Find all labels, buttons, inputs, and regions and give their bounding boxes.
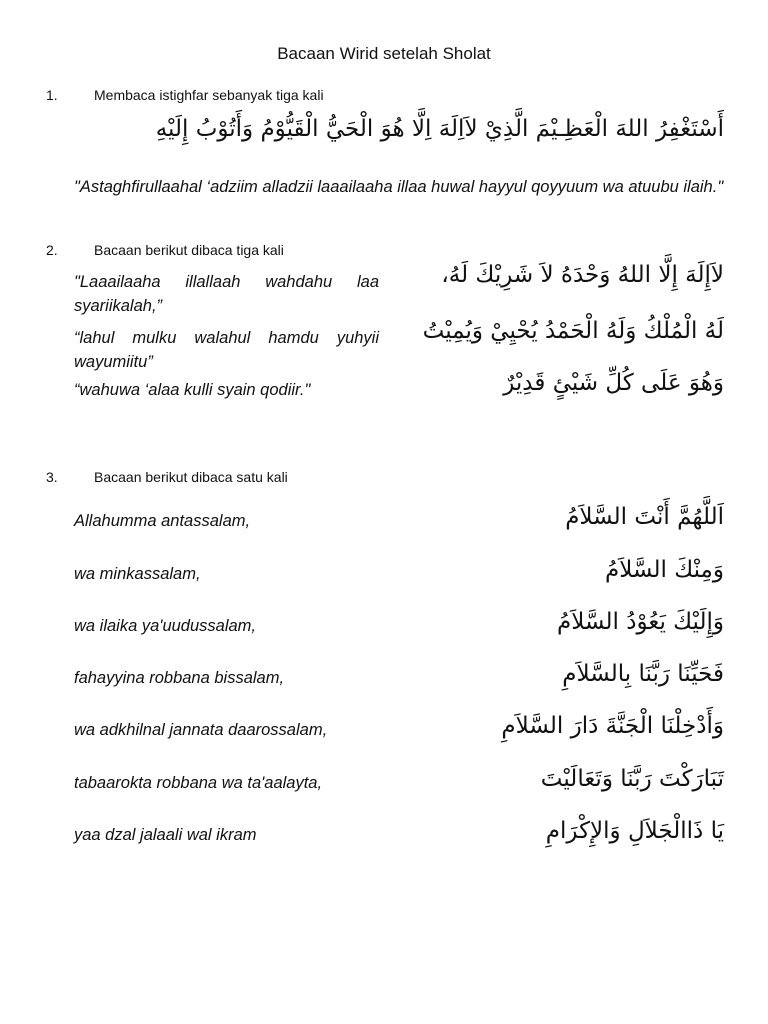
section-3-line-1-latin: Allahumma antassalam, <box>74 512 251 530</box>
section-2-line-3-latin: “wahuwa ‘alaa kulli syain qodiir." <box>74 381 311 399</box>
section-2-line-2-latin: “lahul mulku walahul hamdu yuhyii wayumiitu” <box>74 329 379 371</box>
section-3-line-1-arabic: اَللَّهُمَّ أَنْتَ السَّلاَمُ <box>565 504 724 530</box>
section-1-heading: Membaca istighfar sebanyak tiga kali <box>94 87 324 103</box>
section-3-line-5-arabic: وَأَدْخِلْنَا الْجَنَّةَ دَارَ السَّلاَمِ <box>501 713 724 739</box>
section-2-heading: Bacaan berikut dibaca tiga kali <box>94 242 284 258</box>
section-3-line-6-arabic: تَبَارَكْتَ رَبَّنَا وَتَعَالَيْتَ <box>540 766 724 792</box>
section-3-line-2-arabic: وَمِنْكَ السَّلاَمُ <box>605 557 724 583</box>
section-3-line-4-latin: fahayyina robbana bissalam, <box>74 669 285 687</box>
section-3-line-6-latin: tabaarokta robbana wa ta'aalayta, <box>74 774 323 792</box>
section-2-line-2-arabic: لَهُ الْمُلْكُ وَلَهُ الْحَمْدُ يُحْيِيْ وَيُمِيْتُ <box>422 318 724 344</box>
section-2-line-1-latin: "Laaailaaha illallaah wahdahu laa syariikalah,” <box>74 273 379 315</box>
page-title: Bacaan Wirid setelah Sholat <box>277 44 491 63</box>
section-1-arabic: أَسْتَغْفِرُ اللهَ الْعَظِـيْمَ الَّذِيْ لاَاِلَهَ اِلَّا هُوَ الْحَيُّ الْقَيُّوْمُ وَأَتُوْبُ إِلَيْهِ <box>155 116 724 142</box>
section-3-line-5-latin: wa adkhilnal jannata daarossalam, <box>74 721 328 739</box>
section-2-number: 2. <box>46 242 58 258</box>
section-3-line-7-latin: yaa dzal jalaali wal ikram <box>74 826 257 844</box>
section-1-number: 1. <box>46 87 58 103</box>
section-3-line-3-latin: wa ilaika ya'uudussalam, <box>74 617 256 635</box>
section-3-number: 3. <box>46 469 58 485</box>
section-1-latin: "Astaghfirullaahal ‘adziim alladzii laaailaaha illaa huwal hayyul qoyyuum wa atuubu ilaih." <box>74 178 724 196</box>
section-3-line-2-latin: wa minkassalam, <box>74 565 201 583</box>
section-3-line-7-arabic: يَا ذَاالْجَلاَلِ وَالإِكْرَامِ <box>545 818 724 844</box>
section-2-line-1-arabic: لاَإِلَهَ إِلَّا اللهُ وَحْدَهُ لاَ شَرِيْكَ لَهُ، <box>441 262 724 288</box>
section-3-line-4-arabic: فَحَيِّنَا رَبَّنَا بِالسَّلاَمِ <box>562 661 724 687</box>
section-2-line-3-arabic: وَهُوَ عَلَى كُلِّ شَيْئٍ قَدِيْرٌ <box>503 370 724 396</box>
section-3-heading: Bacaan berikut dibaca satu kali <box>94 469 288 485</box>
section-3-line-3-arabic: وَإِلَيْكَ يَعُوْدُ السَّلاَمُ <box>557 609 724 635</box>
